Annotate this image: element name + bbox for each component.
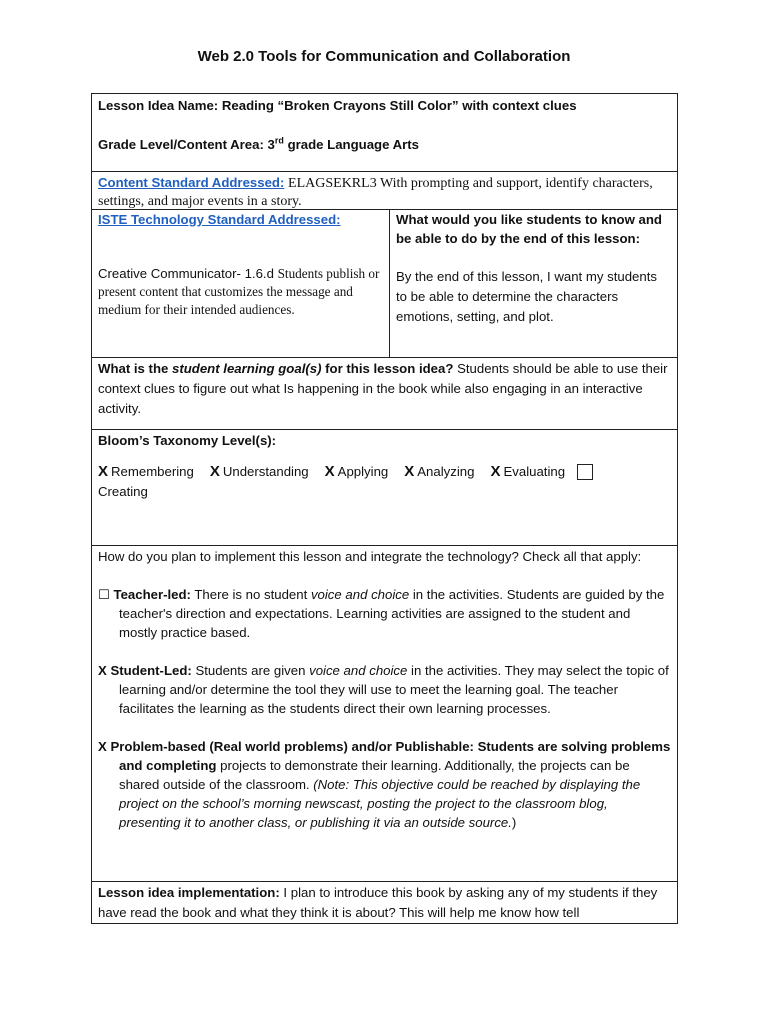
standards-row xyxy=(92,210,677,358)
goal-q3: for this lesson idea? xyxy=(325,361,454,376)
blooms-evaluating[interactable]: X Evaluating xyxy=(490,463,566,480)
implementation-text: I plan to introduce this book by asking any of my students if they have read the book and what they think it is about? This will help me know how tell xyxy=(98,885,658,920)
content-standard-link[interactable]: Content Standard Addressed: xyxy=(98,175,285,190)
iste-prefix: Creative Communicator- 1.6.d xyxy=(98,266,274,281)
blooms-creating-checkbox[interactable] xyxy=(577,464,593,480)
implementation-row xyxy=(92,882,677,923)
goal-q2: student learning goal(s) xyxy=(172,361,322,376)
check-mark-icon: X xyxy=(490,463,501,480)
check-mark-icon: X xyxy=(98,739,107,754)
grade-rest: grade Language Arts xyxy=(287,137,419,152)
checkbox-icon: ☐ xyxy=(98,587,110,602)
iste-standard-text xyxy=(98,265,383,319)
blooms-remembering[interactable]: X Remembering xyxy=(98,463,194,480)
goal-answer: Students should be able to use their context clues to figure out what Is happening in the book while also engaging in an interactive activity. xyxy=(98,361,668,416)
grade-num: 3 xyxy=(267,137,275,152)
implementation-label: Lesson idea implementation: xyxy=(98,885,280,900)
learning-goal-row xyxy=(92,358,677,430)
iste-column xyxy=(92,210,390,357)
check-mark-icon: X xyxy=(324,463,335,480)
lesson-name-value: Reading “Broken Crayons Still Color” with context clues xyxy=(221,98,577,113)
lesson-info-row xyxy=(92,94,677,172)
check-mark-icon: X xyxy=(404,463,415,480)
know-answer: By the end of this lesson, I want my students to be able to determine the characters emotions, setting, and plot. xyxy=(396,269,657,324)
iste-value: Students publish or present content that customizes the message and medium for their intended audiences. xyxy=(98,266,380,317)
iste-standard-link[interactable]: ISTE Technology Standard Addressed: xyxy=(98,212,341,227)
know-question: What would you like students to know and be able to do by the end of this lesson: xyxy=(396,212,662,246)
student-led-option[interactable]: X Student-Led: Students are given voice and choice in the activities. They may select the topic of learning and/or determine the tool they will use to meet the learning goal. The teacher facilitates the learning as the students direct their own learning processes. xyxy=(98,663,669,716)
blooms-creating: Creating xyxy=(98,484,148,499)
check-mark-icon: X xyxy=(98,463,109,480)
goal-q1: What is the xyxy=(98,361,169,376)
implement-row xyxy=(92,546,677,882)
know-column xyxy=(390,210,677,357)
lesson-name xyxy=(98,96,671,115)
content-standard-value: ELAGSEKRL3 With prompting and support, identify characters, settings, and major events in a story. xyxy=(98,176,653,209)
grade-level xyxy=(98,135,671,154)
blooms-levels xyxy=(98,462,671,482)
grade-label: Grade Level/Content Area: xyxy=(98,137,264,152)
grade-sup: rd xyxy=(274,135,284,146)
teacher-led-option[interactable]: ☐ Teacher-led: There is no student voice and choice in the activities. Students are guided by the teacher's direction and expectations. Learning activities are assigned to the student and mostly practice based. xyxy=(98,587,665,640)
page-title: Web 2.0 Tools for Communication and Collaboration xyxy=(197,48,571,65)
check-mark-icon: X xyxy=(209,463,220,480)
blooms-analyzing[interactable]: X Analyzing xyxy=(404,463,475,480)
lesson-name-label: Lesson Idea Name: xyxy=(98,98,219,113)
check-mark-icon: X xyxy=(98,663,107,678)
blooms-applying[interactable]: X Applying xyxy=(324,463,389,480)
content-standard-row xyxy=(92,172,677,210)
blooms-row xyxy=(92,430,677,546)
problem-based-option[interactable]: X Problem-based (Real world problems) and/or Publishable: Students are solving problems and completing projects to demonstrate their learning. Additionally, the projects can be shared outside of the classroom. (Note: This objective could be reached by displaying the project on the school’s morning newscast, posting the project to the classroom blog, presenting it to another class, or publishing it via an outside source.) xyxy=(98,739,671,830)
blooms-understanding[interactable]: X Understanding xyxy=(209,463,309,480)
blooms-label: Bloom’s Taxonomy Level(s): xyxy=(98,433,277,448)
implement-question: How do you plan to implement this lesson and integrate the technology? Check all that apply: xyxy=(98,549,642,564)
lesson-table xyxy=(91,93,678,924)
